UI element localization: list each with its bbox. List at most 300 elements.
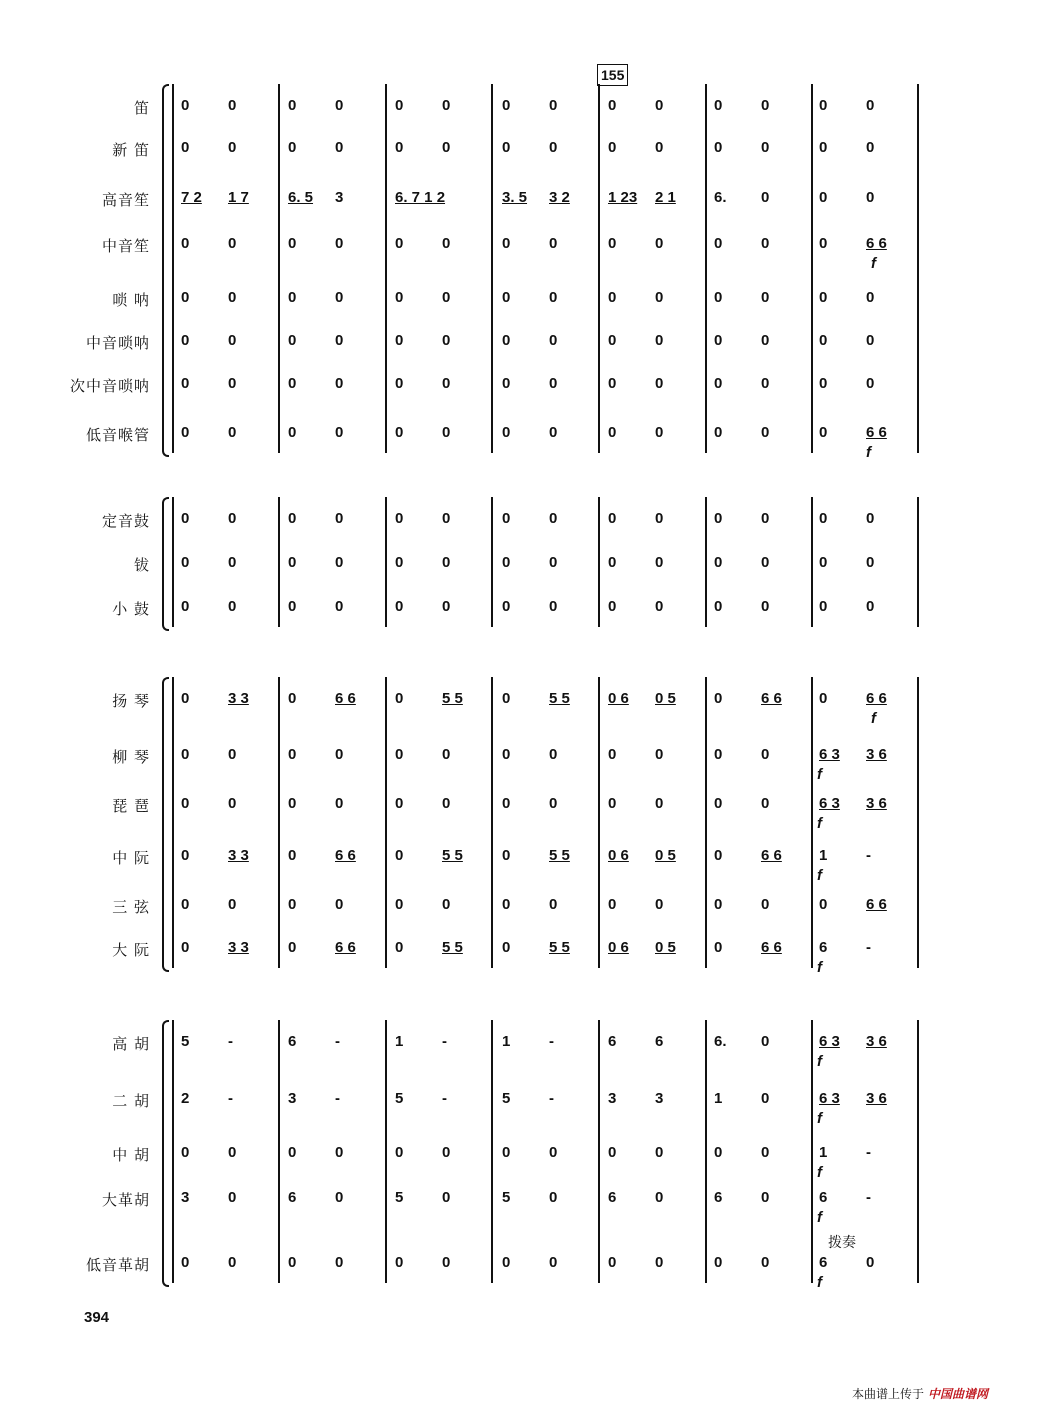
barline — [385, 84, 387, 453]
note-cell: 0 — [714, 554, 723, 571]
note-cell: 0 — [819, 424, 828, 441]
note-cell: 3 2 — [549, 189, 570, 206]
note-cell: 0 — [549, 598, 558, 615]
barline — [278, 497, 280, 627]
note-cell: 0 — [761, 332, 770, 349]
note-cell: 0 — [335, 235, 344, 252]
note-cell: 0 — [288, 554, 297, 571]
note-cell: 0 — [395, 795, 404, 812]
note-cell: 0 — [819, 598, 828, 615]
note-cell: 0 — [549, 746, 558, 763]
note-cell: 0 — [228, 598, 237, 615]
note-cell: 0 — [228, 97, 237, 114]
note-cell: 5 — [502, 1090, 511, 1107]
footer-text: 本曲谱上传于 — [852, 1387, 925, 1401]
barline — [385, 497, 387, 627]
note-cell: 1 7 — [228, 189, 249, 206]
note-cell: 0 — [549, 139, 558, 156]
instrument-label: 唢 呐 — [112, 291, 150, 309]
note-cell: 0 — [288, 598, 297, 615]
note-cell: 6 — [288, 1189, 297, 1206]
note-cell: 0 — [395, 746, 404, 763]
note-cell: 0 — [549, 510, 558, 527]
page-number: 394 — [84, 1309, 110, 1326]
note-cell: 0 — [866, 139, 875, 156]
note-cell: 0 — [181, 139, 190, 156]
note-cell: 0 — [866, 375, 875, 392]
instrument-label: 三 弦 — [112, 898, 150, 916]
group-bracket — [162, 84, 169, 457]
note-cell: 0 — [866, 332, 875, 349]
note-cell: 0 — [502, 139, 511, 156]
note-cell: 0 — [395, 375, 404, 392]
note-cell: 0 — [502, 289, 511, 306]
note-cell: 0 5 — [655, 690, 676, 707]
note-cell: 0 — [761, 896, 770, 913]
note-cell: 0 — [549, 795, 558, 812]
note-cell: 0 — [335, 554, 344, 571]
note-cell: 6 — [819, 1254, 828, 1271]
instrument-label: 低音喉管 — [85, 426, 150, 444]
note-cell: 6 6 — [335, 690, 356, 707]
note-cell: 3 3 — [228, 690, 249, 707]
note-cell: 5 5 — [549, 939, 570, 956]
note-cell: 0 — [655, 1189, 664, 1206]
note-cell: 0 — [549, 235, 558, 252]
note-cell: 0 — [549, 332, 558, 349]
note-cell: 0 5 — [655, 939, 676, 956]
note-cell: 0 — [714, 690, 723, 707]
group-bracket — [162, 1020, 169, 1287]
note-cell: 3 — [288, 1090, 297, 1107]
note-cell: 5 5 — [442, 939, 463, 956]
note-cell: 0 — [761, 1033, 770, 1050]
note-cell: 0 5 — [655, 847, 676, 864]
note-cell: 0 — [655, 97, 664, 114]
note-cell: 0 — [819, 97, 828, 114]
note-cell: 0 — [655, 424, 664, 441]
note-cell: 0 — [655, 1144, 664, 1161]
note-cell: 0 — [608, 235, 617, 252]
note-cell: 0 — [395, 289, 404, 306]
instrument-label: 新 笛 — [112, 141, 150, 159]
note-cell: 0 — [866, 554, 875, 571]
note-cell: - — [866, 939, 871, 956]
note-cell: 6 3 — [819, 795, 840, 812]
instrument-label: 二 胡 — [112, 1092, 150, 1110]
note-cell: 6 — [608, 1033, 617, 1050]
note-cell: 2 — [181, 1090, 190, 1107]
note-cell: 0 — [761, 795, 770, 812]
note-cell: 0 — [442, 332, 451, 349]
instrument-label: 柳 琴 — [112, 748, 150, 766]
note-cell: 6 6 — [761, 690, 782, 707]
note-cell: 0 — [549, 289, 558, 306]
note-cell: 0 — [181, 847, 190, 864]
note-cell: 6. 7 1 2 — [395, 189, 446, 206]
note-cell: 0 — [395, 896, 404, 913]
note-cell: 0 — [819, 375, 828, 392]
note-cell: 0 — [335, 139, 344, 156]
note-cell: 0 — [655, 139, 664, 156]
note-cell: 0 — [228, 1144, 237, 1161]
instrument-label: 中 胡 — [112, 1146, 150, 1164]
note-cell: 0 — [288, 690, 297, 707]
note-cell: 0 — [761, 1189, 770, 1206]
note-cell: 0 — [655, 598, 664, 615]
note-cell: 0 — [819, 896, 828, 913]
note-cell: - — [335, 1090, 340, 1107]
instrument-label: 中音笙 — [101, 237, 150, 255]
note-cell: - — [442, 1090, 447, 1107]
note-cell: 0 — [442, 746, 451, 763]
note-cell: 0 — [228, 139, 237, 156]
note-cell: 0 — [335, 97, 344, 114]
note-cell: 0 — [395, 1144, 404, 1161]
note-cell: 6 6 — [335, 939, 356, 956]
rehearsal-mark: 155 — [597, 64, 628, 86]
note-cell: 1 — [714, 1090, 723, 1107]
note-cell: 0 — [502, 598, 511, 615]
note-cell: 0 — [228, 554, 237, 571]
instrument-label: 笛 — [133, 99, 150, 117]
note-cell: 0 — [335, 289, 344, 306]
note-cell: 0 — [819, 510, 828, 527]
note-cell: 0 — [655, 896, 664, 913]
note-cell: 0 — [608, 289, 617, 306]
note-cell: 0 — [761, 235, 770, 252]
note-cell: 0 — [502, 375, 511, 392]
dynamic-forte: f — [871, 255, 876, 272]
barline — [385, 1020, 387, 1283]
note-cell: - — [228, 1033, 233, 1050]
note-cell: 6 6 — [761, 847, 782, 864]
note-cell: 0 — [502, 424, 511, 441]
note-cell: 0 — [288, 746, 297, 763]
instrument-label: 小 鼓 — [112, 600, 150, 618]
instrument-label: 大革胡 — [101, 1191, 150, 1209]
note-cell: 0 — [442, 554, 451, 571]
note-cell: - — [442, 1033, 447, 1050]
note-cell: 0 — [181, 795, 190, 812]
note-cell: 0 — [335, 896, 344, 913]
note-cell: 0 — [288, 97, 297, 114]
note-cell: 3 — [608, 1090, 617, 1107]
note-cell: 6. 5 — [288, 189, 314, 206]
note-cell: 0 — [181, 332, 190, 349]
note-cell: 0 — [819, 139, 828, 156]
note-cell: 0 — [714, 424, 723, 441]
note-cell: 0 — [608, 795, 617, 812]
note-cell: 0 — [608, 424, 617, 441]
barline — [705, 497, 707, 627]
note-cell: - — [549, 1090, 554, 1107]
note-cell: 0 — [395, 139, 404, 156]
note-cell: 0 — [502, 235, 511, 252]
note-cell: 0 — [819, 690, 828, 707]
note-cell: 0 — [761, 424, 770, 441]
note-cell: 0 — [714, 97, 723, 114]
note-cell: 0 — [549, 1144, 558, 1161]
note-cell: 1 23 — [608, 189, 638, 206]
note-cell: 0 — [442, 375, 451, 392]
note-cell: 3 — [181, 1189, 190, 1206]
note-cell: 0 — [181, 598, 190, 615]
note-cell: 0 — [395, 598, 404, 615]
note-cell: 6 — [819, 939, 828, 956]
note-cell: 0 — [442, 289, 451, 306]
note-cell: 0 — [608, 510, 617, 527]
note-cell: 0 — [608, 332, 617, 349]
note-cell: 0 — [228, 235, 237, 252]
group-bracket — [162, 677, 169, 972]
note-cell: - — [866, 847, 871, 864]
note-cell: 0 — [502, 510, 511, 527]
instrument-label: 低音革胡 — [85, 1256, 150, 1274]
note-cell: 0 — [549, 554, 558, 571]
note-cell: 0 — [228, 896, 237, 913]
note-cell: 0 — [442, 139, 451, 156]
note-cell: 0 — [288, 795, 297, 812]
note-cell: 6 3 — [819, 746, 840, 763]
system-barline — [172, 1020, 174, 1283]
dynamic-forte: f — [817, 867, 822, 884]
note-cell: 0 — [395, 847, 404, 864]
note-cell: 0 — [761, 1144, 770, 1161]
note-cell: 0 — [288, 1144, 297, 1161]
note-cell: 0 — [608, 598, 617, 615]
note-cell: 0 — [395, 424, 404, 441]
barline — [811, 1020, 813, 1283]
note-cell: 0 — [181, 1254, 190, 1271]
system-barline — [172, 84, 174, 453]
note-cell: 6 6 — [866, 235, 887, 252]
note-cell: 0 — [608, 554, 617, 571]
note-cell: 0 — [442, 235, 451, 252]
note-cell: 0 — [395, 97, 404, 114]
instrument-label: 中 阮 — [112, 849, 150, 867]
note-cell: 0 — [502, 690, 511, 707]
instrument-label: 大 阮 — [112, 941, 150, 959]
note-cell: 0 — [761, 1090, 770, 1107]
dynamic-forte: f — [817, 1110, 822, 1127]
note-cell: 1 — [819, 847, 828, 864]
note-cell: 1 — [395, 1033, 404, 1050]
instrument-label: 扬 琴 — [112, 692, 150, 710]
note-cell: 0 — [181, 289, 190, 306]
barline — [278, 677, 280, 968]
note-cell: 0 — [714, 235, 723, 252]
note-cell: 0 — [608, 139, 617, 156]
site-logo: 中国曲谱网 — [928, 1387, 989, 1401]
note-cell: 1 — [819, 1144, 828, 1161]
barline — [917, 497, 919, 627]
note-cell: 6 — [288, 1033, 297, 1050]
note-cell: 6 — [655, 1033, 664, 1050]
note-cell: 0 — [228, 332, 237, 349]
note-cell: 0 — [395, 939, 404, 956]
note-cell: 5 5 — [549, 690, 570, 707]
note-cell: 6 — [608, 1189, 617, 1206]
note-cell: 0 — [714, 795, 723, 812]
note-cell: 1 — [502, 1033, 511, 1050]
system-barline — [172, 677, 174, 968]
note-cell: 0 — [608, 746, 617, 763]
note-cell: 0 — [714, 510, 723, 527]
note-cell: 0 — [502, 332, 511, 349]
barline — [917, 84, 919, 453]
note-cell: 0 — [335, 598, 344, 615]
dynamic-forte: f — [871, 710, 876, 727]
note-cell: 0 — [228, 289, 237, 306]
note-cell: 0 — [442, 1254, 451, 1271]
note-cell: 0 — [549, 1189, 558, 1206]
note-cell: 0 — [608, 375, 617, 392]
note-cell: 0 — [714, 1254, 723, 1271]
barline — [278, 1020, 280, 1283]
note-cell: 0 — [502, 896, 511, 913]
barline — [278, 84, 280, 453]
note-cell: 0 — [335, 424, 344, 441]
barline — [598, 84, 600, 453]
note-cell: 0 — [288, 510, 297, 527]
note-cell: 0 — [228, 424, 237, 441]
dynamic-forte: f — [817, 1164, 822, 1181]
dynamic-forte: f — [817, 1209, 822, 1226]
note-cell: 6 6 — [866, 424, 887, 441]
note-cell: 0 — [714, 896, 723, 913]
note-cell: 0 6 — [608, 690, 629, 707]
note-cell: 0 — [335, 510, 344, 527]
note-cell: 0 — [655, 554, 664, 571]
instrument-label: 钹 — [133, 556, 150, 574]
note-cell: 0 — [442, 598, 451, 615]
note-cell: 6 6 — [761, 939, 782, 956]
note-cell: 5 5 — [442, 690, 463, 707]
note-cell: 0 — [502, 939, 511, 956]
note-cell: 0 — [335, 795, 344, 812]
note-cell: 0 — [866, 189, 875, 206]
note-cell: 0 — [181, 896, 190, 913]
barline — [598, 1020, 600, 1283]
note-cell: - — [866, 1189, 871, 1206]
note-cell: 0 — [761, 1254, 770, 1271]
note-cell: 0 — [181, 424, 190, 441]
note-cell: 0 — [288, 289, 297, 306]
note-cell: 0 — [761, 746, 770, 763]
note-cell: 0 — [761, 139, 770, 156]
note-cell: 0 — [228, 795, 237, 812]
note-cell: 0 — [866, 97, 875, 114]
note-cell: 0 — [608, 97, 617, 114]
note-cell: 3 3 — [228, 847, 249, 864]
note-cell: 0 — [395, 510, 404, 527]
note-cell: 0 — [819, 289, 828, 306]
note-cell: 0 — [335, 1254, 344, 1271]
barline — [598, 677, 600, 968]
note-cell: 0 — [866, 598, 875, 615]
note-cell: 0 — [549, 375, 558, 392]
dynamic-forte: f — [817, 1274, 822, 1291]
note-cell: 0 — [288, 332, 297, 349]
note-cell: 0 — [655, 746, 664, 763]
note-cell: 0 — [549, 1254, 558, 1271]
note-cell: - — [549, 1033, 554, 1050]
pizzicato-marking: 拨奏 — [828, 1235, 856, 1251]
note-cell: 6 3 — [819, 1033, 840, 1050]
note-cell: 0 — [655, 1254, 664, 1271]
note-cell: 0 — [228, 375, 237, 392]
note-cell: 0 — [819, 332, 828, 349]
note-cell: 0 — [761, 289, 770, 306]
note-cell: 0 — [395, 554, 404, 571]
instrument-label: 高音笙 — [101, 191, 150, 209]
note-cell: 0 — [608, 896, 617, 913]
note-cell: 0 — [714, 746, 723, 763]
note-cell: - — [866, 1144, 871, 1161]
note-cell: 0 — [819, 554, 828, 571]
note-cell: 0 — [335, 375, 344, 392]
system-barline — [172, 497, 174, 627]
note-cell: 0 — [181, 554, 190, 571]
note-cell: 0 — [395, 235, 404, 252]
note-cell: 6 6 — [866, 896, 887, 913]
note-cell: 0 — [181, 690, 190, 707]
note-cell: 3. 5 — [502, 189, 528, 206]
note-cell: 0 — [442, 795, 451, 812]
note-cell: 7 2 — [181, 189, 202, 206]
note-cell: 0 — [761, 189, 770, 206]
note-cell: 0 — [714, 375, 723, 392]
note-cell: 0 — [549, 97, 558, 114]
barline — [705, 677, 707, 968]
note-cell: 5 5 — [442, 847, 463, 864]
barline — [811, 84, 813, 453]
barline — [811, 677, 813, 968]
note-cell: 0 — [655, 795, 664, 812]
barline — [705, 1020, 707, 1283]
note-cell: 0 — [288, 139, 297, 156]
note-cell: 3 6 — [866, 1090, 887, 1107]
note-cell: 0 — [442, 1144, 451, 1161]
footer — [852, 1385, 988, 1402]
note-cell: 0 — [502, 847, 511, 864]
note-cell: 6 3 — [819, 1090, 840, 1107]
group-bracket — [162, 497, 169, 631]
note-cell: 0 — [714, 332, 723, 349]
note-cell: 0 — [761, 598, 770, 615]
note-cell: 0 — [442, 424, 451, 441]
note-cell: 0 — [181, 510, 190, 527]
instrument-label: 次中音唢呐 — [69, 377, 150, 395]
note-cell: 0 — [608, 1144, 617, 1161]
note-cell: 0 — [288, 896, 297, 913]
note-cell: 0 — [228, 510, 237, 527]
barline — [917, 1020, 919, 1283]
note-cell: 5 — [395, 1189, 404, 1206]
note-cell: 0 — [502, 1254, 511, 1271]
note-cell: 3 — [655, 1090, 664, 1107]
note-cell: 0 — [442, 896, 451, 913]
note-cell: 0 — [288, 939, 297, 956]
note-cell: 0 — [395, 332, 404, 349]
instrument-label: 高 胡 — [112, 1035, 150, 1053]
note-cell: 2 1 — [655, 189, 676, 206]
note-cell: 0 — [655, 332, 664, 349]
note-cell: 0 — [761, 554, 770, 571]
note-cell: 6 6 — [335, 847, 356, 864]
note-cell: 0 — [502, 554, 511, 571]
